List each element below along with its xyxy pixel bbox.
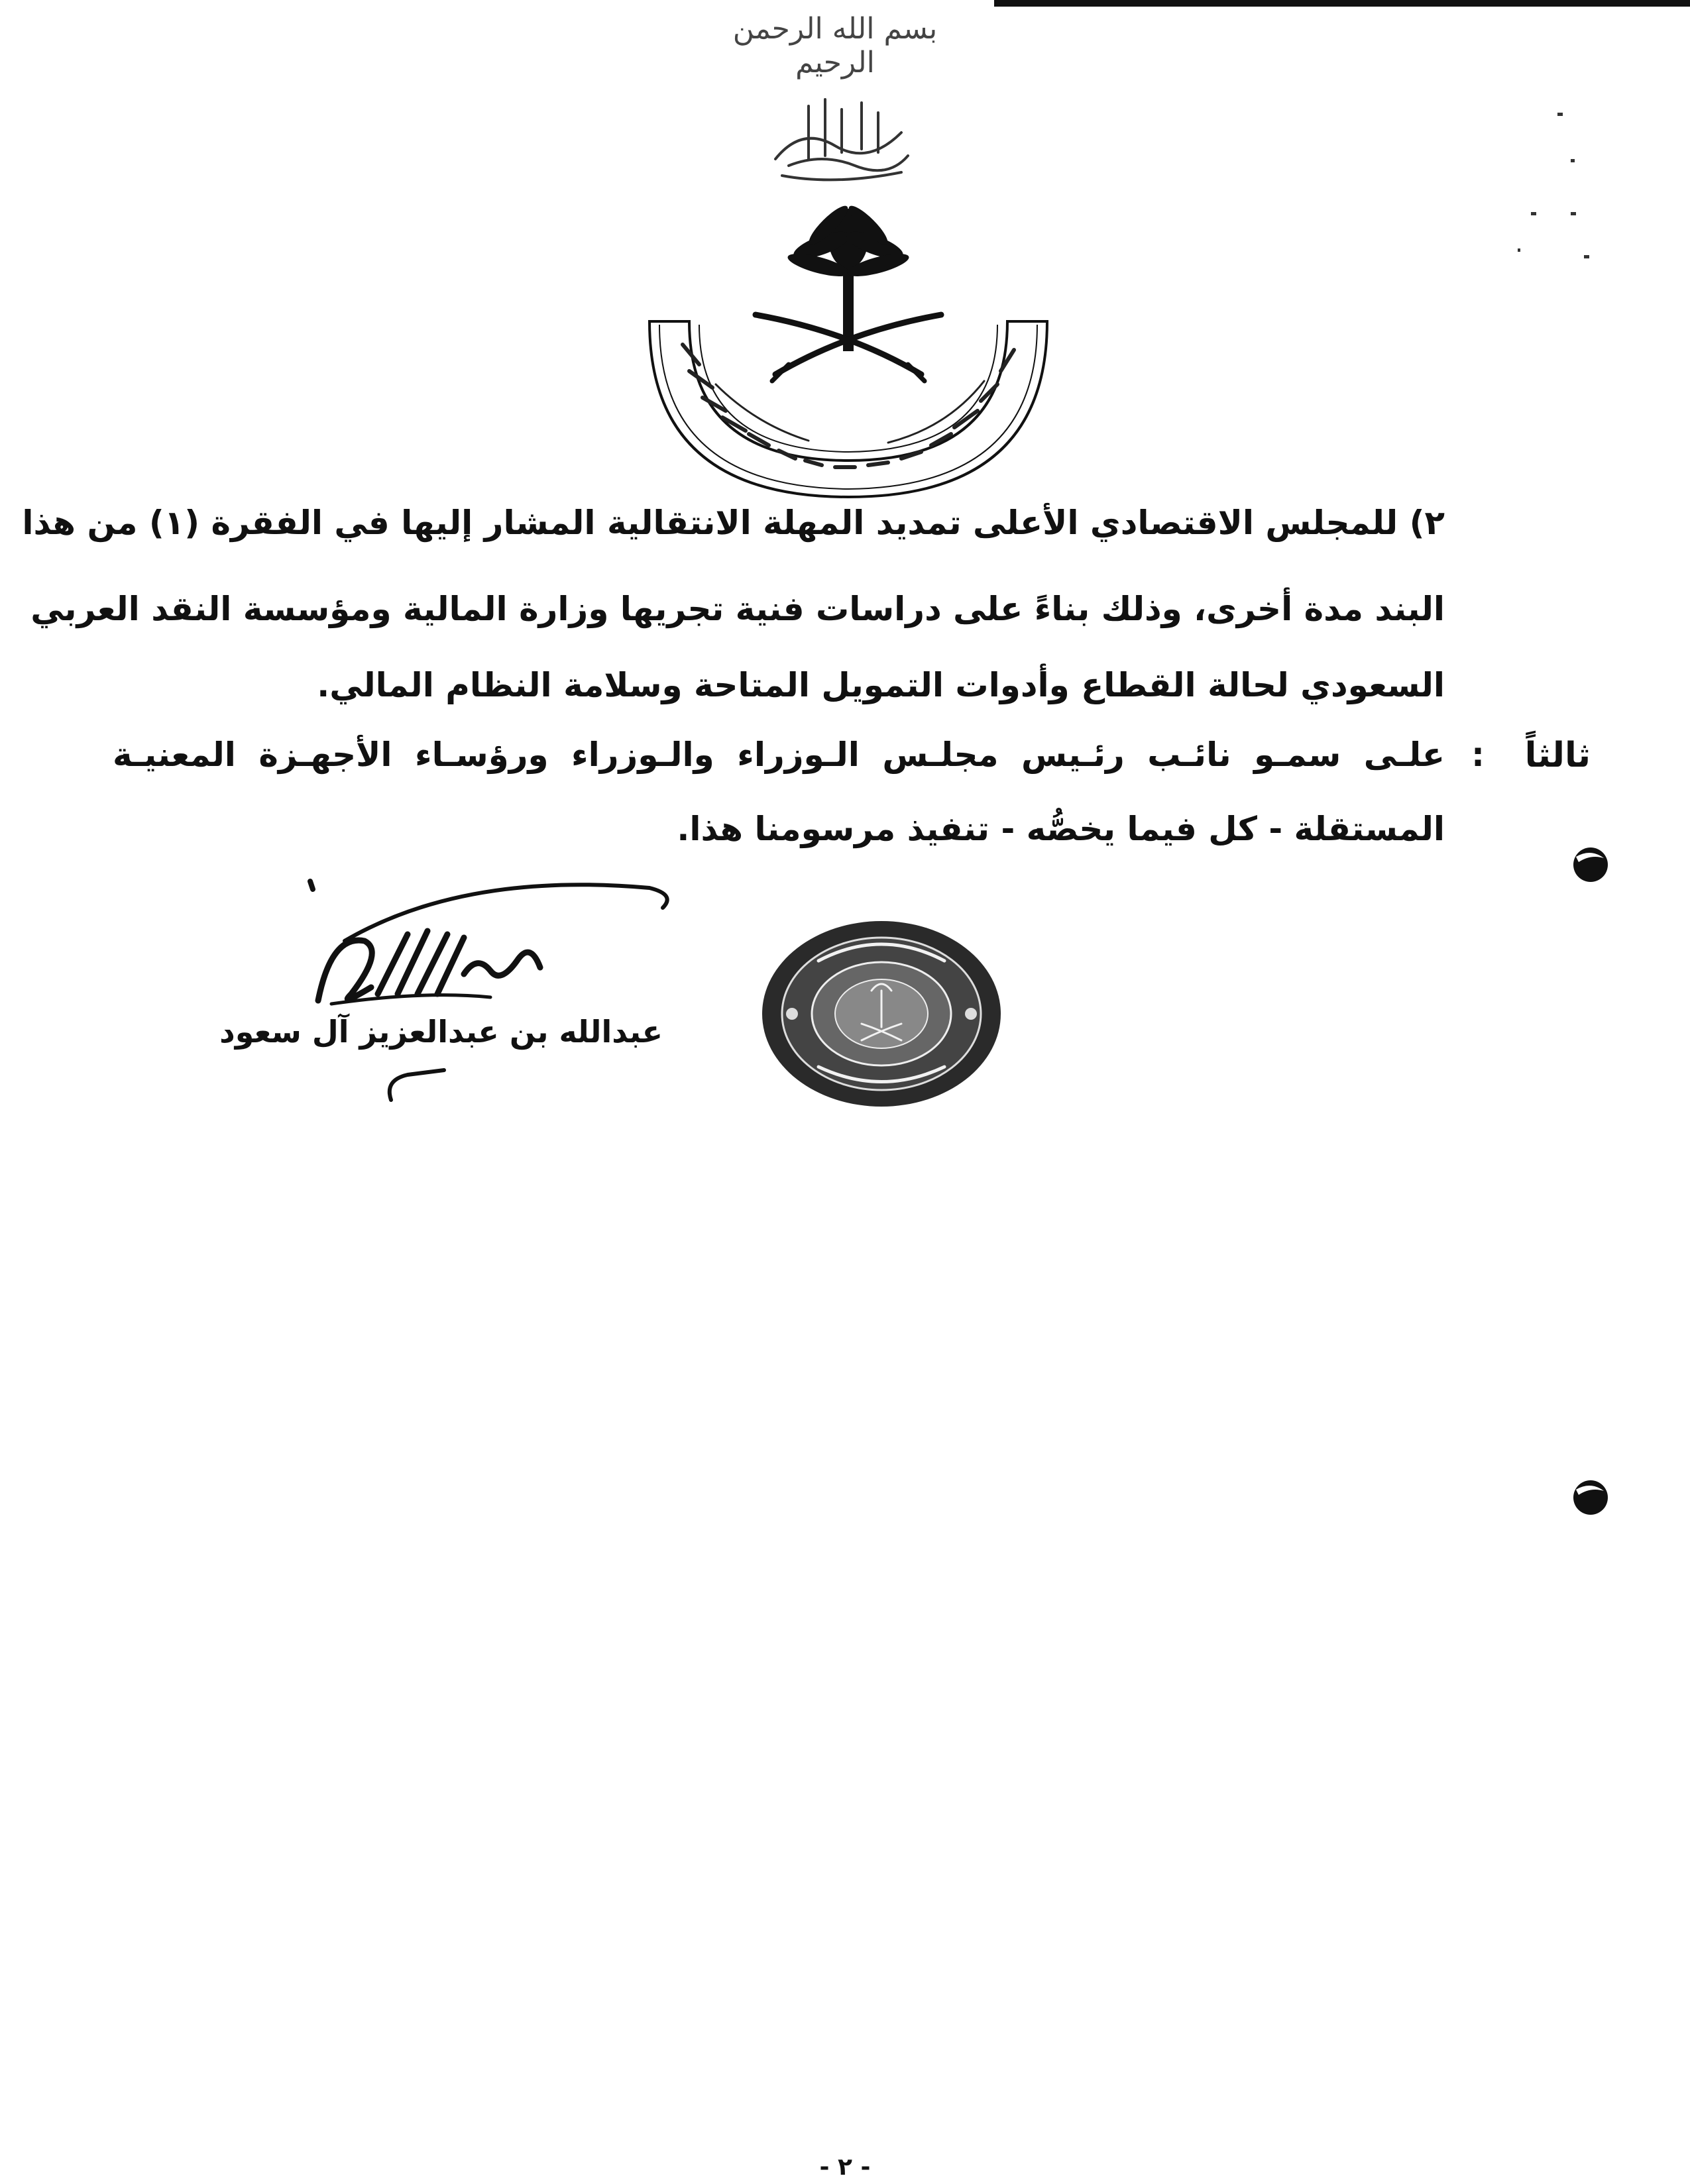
page-number: - ٢ - (819, 2154, 871, 2181)
signer-name: عبدالله بن عبدالعزيز آل سعود (219, 1014, 663, 1050)
third-label: ثالثاً (1524, 736, 1591, 775)
third-line-1: علـى سمـو نائـب رئـيس مجلـس الـوزراء والـوزراء ورؤسـاء الأجهـزة المعنيـة (113, 736, 1445, 774)
royal-court-seal (756, 914, 1007, 1113)
top-edge-rule (994, 0, 1690, 7)
punch-hole-bottom (1571, 1478, 1610, 1517)
third-colon: : (1471, 736, 1485, 774)
punch-hole-top (1571, 845, 1610, 885)
bismillah-heading: بسم الله الرحمن الرحيم (732, 12, 938, 80)
para2-line-2: البند مدة أخرى، وذلك بناءً على دراسات فنية تجريها وزارة المالية ومؤسسة النقد العربي (30, 590, 1445, 628)
para2-line-3: السعودي لحالة القطاع وأدوات التمويل المتاحة وسلامة النظام المالي. (317, 666, 1445, 704)
shahada-calligraphy (762, 86, 915, 186)
handwritten-signature (292, 861, 716, 1126)
para2-line-1: ٢) للمجلس الاقتصادي الأعلى تمديد المهلة الانتقالية المشار إليها في الفقرة (١) من هذا (22, 504, 1445, 542)
scan-specks (1518, 113, 1610, 298)
saudi-emblem (636, 199, 1060, 504)
third-line-2: المستقلة - كل فيما يخصُّه - تنفيذ مرسومنا هذا. (677, 810, 1445, 848)
